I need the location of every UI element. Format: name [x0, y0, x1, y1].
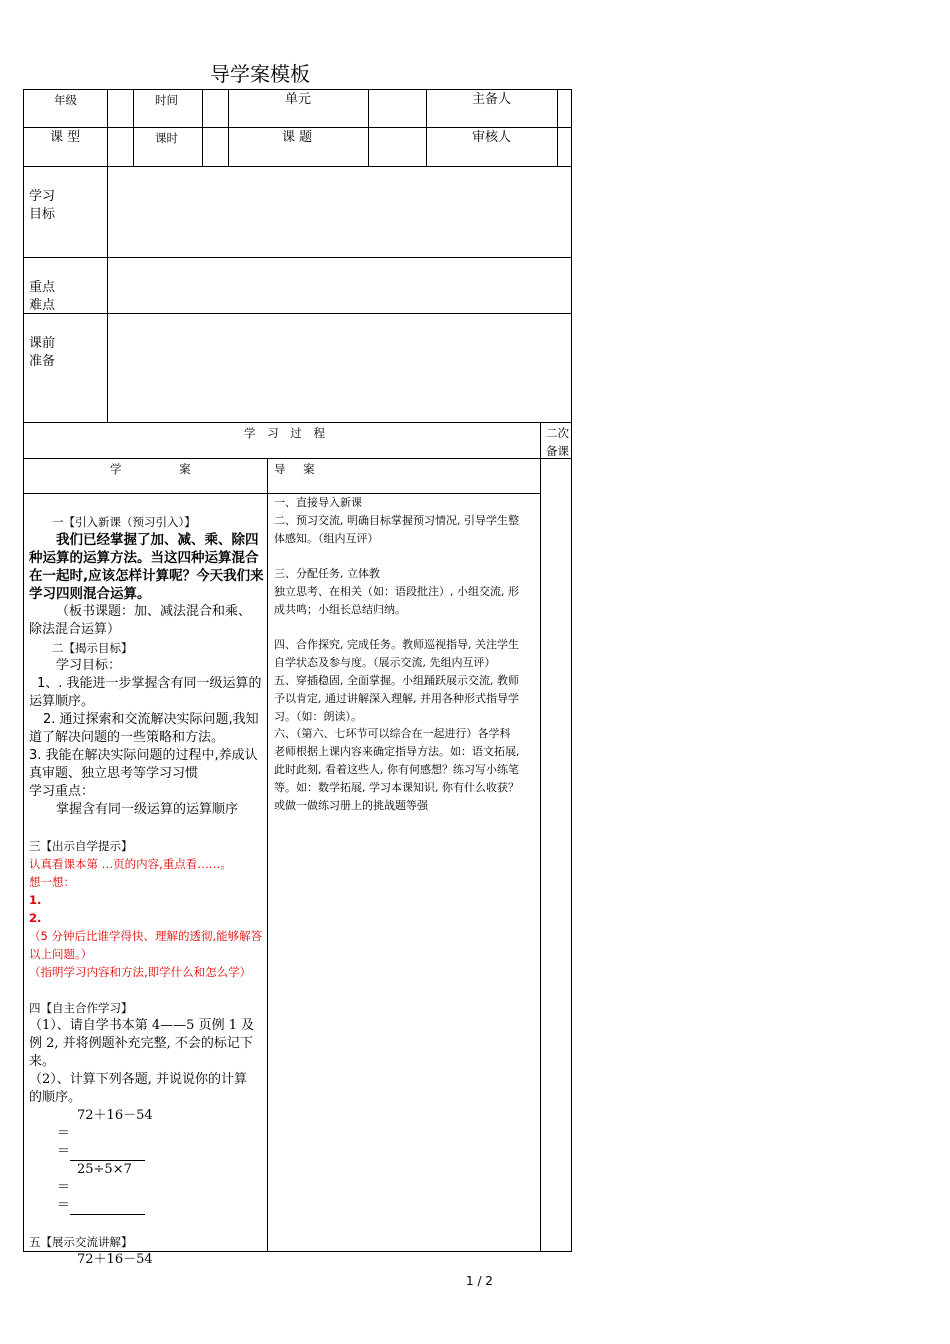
lesson-type-label: 课 型 — [50, 130, 81, 145]
intro-paragraph: 我们已经掌握了加、减、乘、除四 种运算的运算方法。当这四种运算混合 在一起时,应该怎样计算呢？今天我们来 学习四则混合运算。 — [29, 532, 264, 602]
hours-label: 课时 — [155, 131, 178, 145]
targets-list: 1、. 我能进一步掌握含有同一级运算的 运算顺序。 2. 通过探索和交流解决实际问题,我知 道了解决问题的一些策略和方法。 3. 我能在解决实际问题的过程中,养成认 真审题、独立思考等学习习惯 — [29, 676, 262, 781]
unit-label: 单元 — [285, 92, 312, 107]
focus-text: 掌握含有同一级运算的运算顺序 — [56, 802, 239, 817]
second-prep-label: 二次 备课 — [546, 426, 569, 458]
board-title: （板书课题：加、减法混合和乘、 除法混合运算） — [29, 604, 252, 637]
answer-blank[interactable] — [70, 1202, 145, 1215]
intro-heading: 一【引入新课（预习引入）】 — [52, 515, 196, 529]
key-points-label: 重点 难点 — [29, 280, 56, 313]
reviewer-label: 审核人 — [472, 130, 512, 145]
topic-label: 课 题 — [282, 130, 313, 145]
show-expression: 72＋16－54 — [77, 1252, 153, 1267]
preparation-label: 课前 准备 — [29, 336, 56, 369]
coop-heading: 四【自主合作学习】 — [29, 1001, 133, 1015]
grade-label: 年级 — [54, 93, 77, 107]
daoan-header: 导 案 — [274, 462, 315, 476]
target-heading: 二【揭示目标】 — [52, 641, 133, 655]
process-header: 学 习 过 程 — [244, 426, 325, 440]
coop-text: （1）、请自学书本第 4——5 页例 1 及 例 2, 并将例题补充完整, 不会的标记下 来。 （2）、计算下列各题, 并说说你的计算 的顺序。 — [29, 1018, 255, 1105]
goals-label: 学习 目标 — [29, 189, 56, 222]
exercise-block: 72＋16－54 ＝ ＝ 25÷5×7 ＝ ＝ — [57, 1108, 153, 1213]
answer-blank[interactable] — [70, 1148, 145, 1161]
page-number: 1 / 2 — [466, 1274, 493, 1288]
preparer-label: 主备人 — [472, 92, 512, 107]
time-label: 时间 — [155, 93, 178, 107]
focus-label: 学习重点： — [29, 784, 95, 799]
self-study-tips: 认真看课本第 …页的内容,重点看……。 想一想： 1. 2. （5 分钟后比谁学得快、理解的透彻,能够解答 以上问题。） （指明学习内容和方法,即学什么和怎么学） — [29, 857, 263, 979]
page-title: 导学案模板 — [210, 62, 310, 86]
target-label: 学习目标： — [56, 658, 122, 673]
daoan-content: 一、直接导入新课 二、预习交流, 明确目标掌握预习情况, 引导学生整 体感知。（组内互评） 三、分配任务, 立体教 独立思考、在相关（如：语段批注）, 小组交流, 形 成共鸣；小组长总结归纳。 四、合作探究, 完成任务。教师巡视指导, 关注学生 自学状态及参与度。（展示交流, 先组内互评） 五、穿插稳固, 全面掌握。小组踊跃展示交流, 教师 予以肯定, 通过讲解深入理解, 并用各种形式指导学 习。（如：朗读）。 六、（第六、七环节可以综合在一起进行）各学科 老师根据上课内容来确定指导方法。如：语文拓展, 此时此刻, 看着这些人, 你有何感想？练习写小练笔 等。如：数学拓展, 学习本课知识, 你有什么收获？ 或做一做练习册上的挑战题等强 — [274, 496, 520, 812]
show-heading: 五【展示交流讲解】 — [29, 1235, 133, 1249]
self-study-heading: 三【出示自学提示】 — [29, 839, 133, 853]
xuean-content — [29, 513, 267, 1269]
xuean-header: 学 案 — [110, 462, 191, 476]
